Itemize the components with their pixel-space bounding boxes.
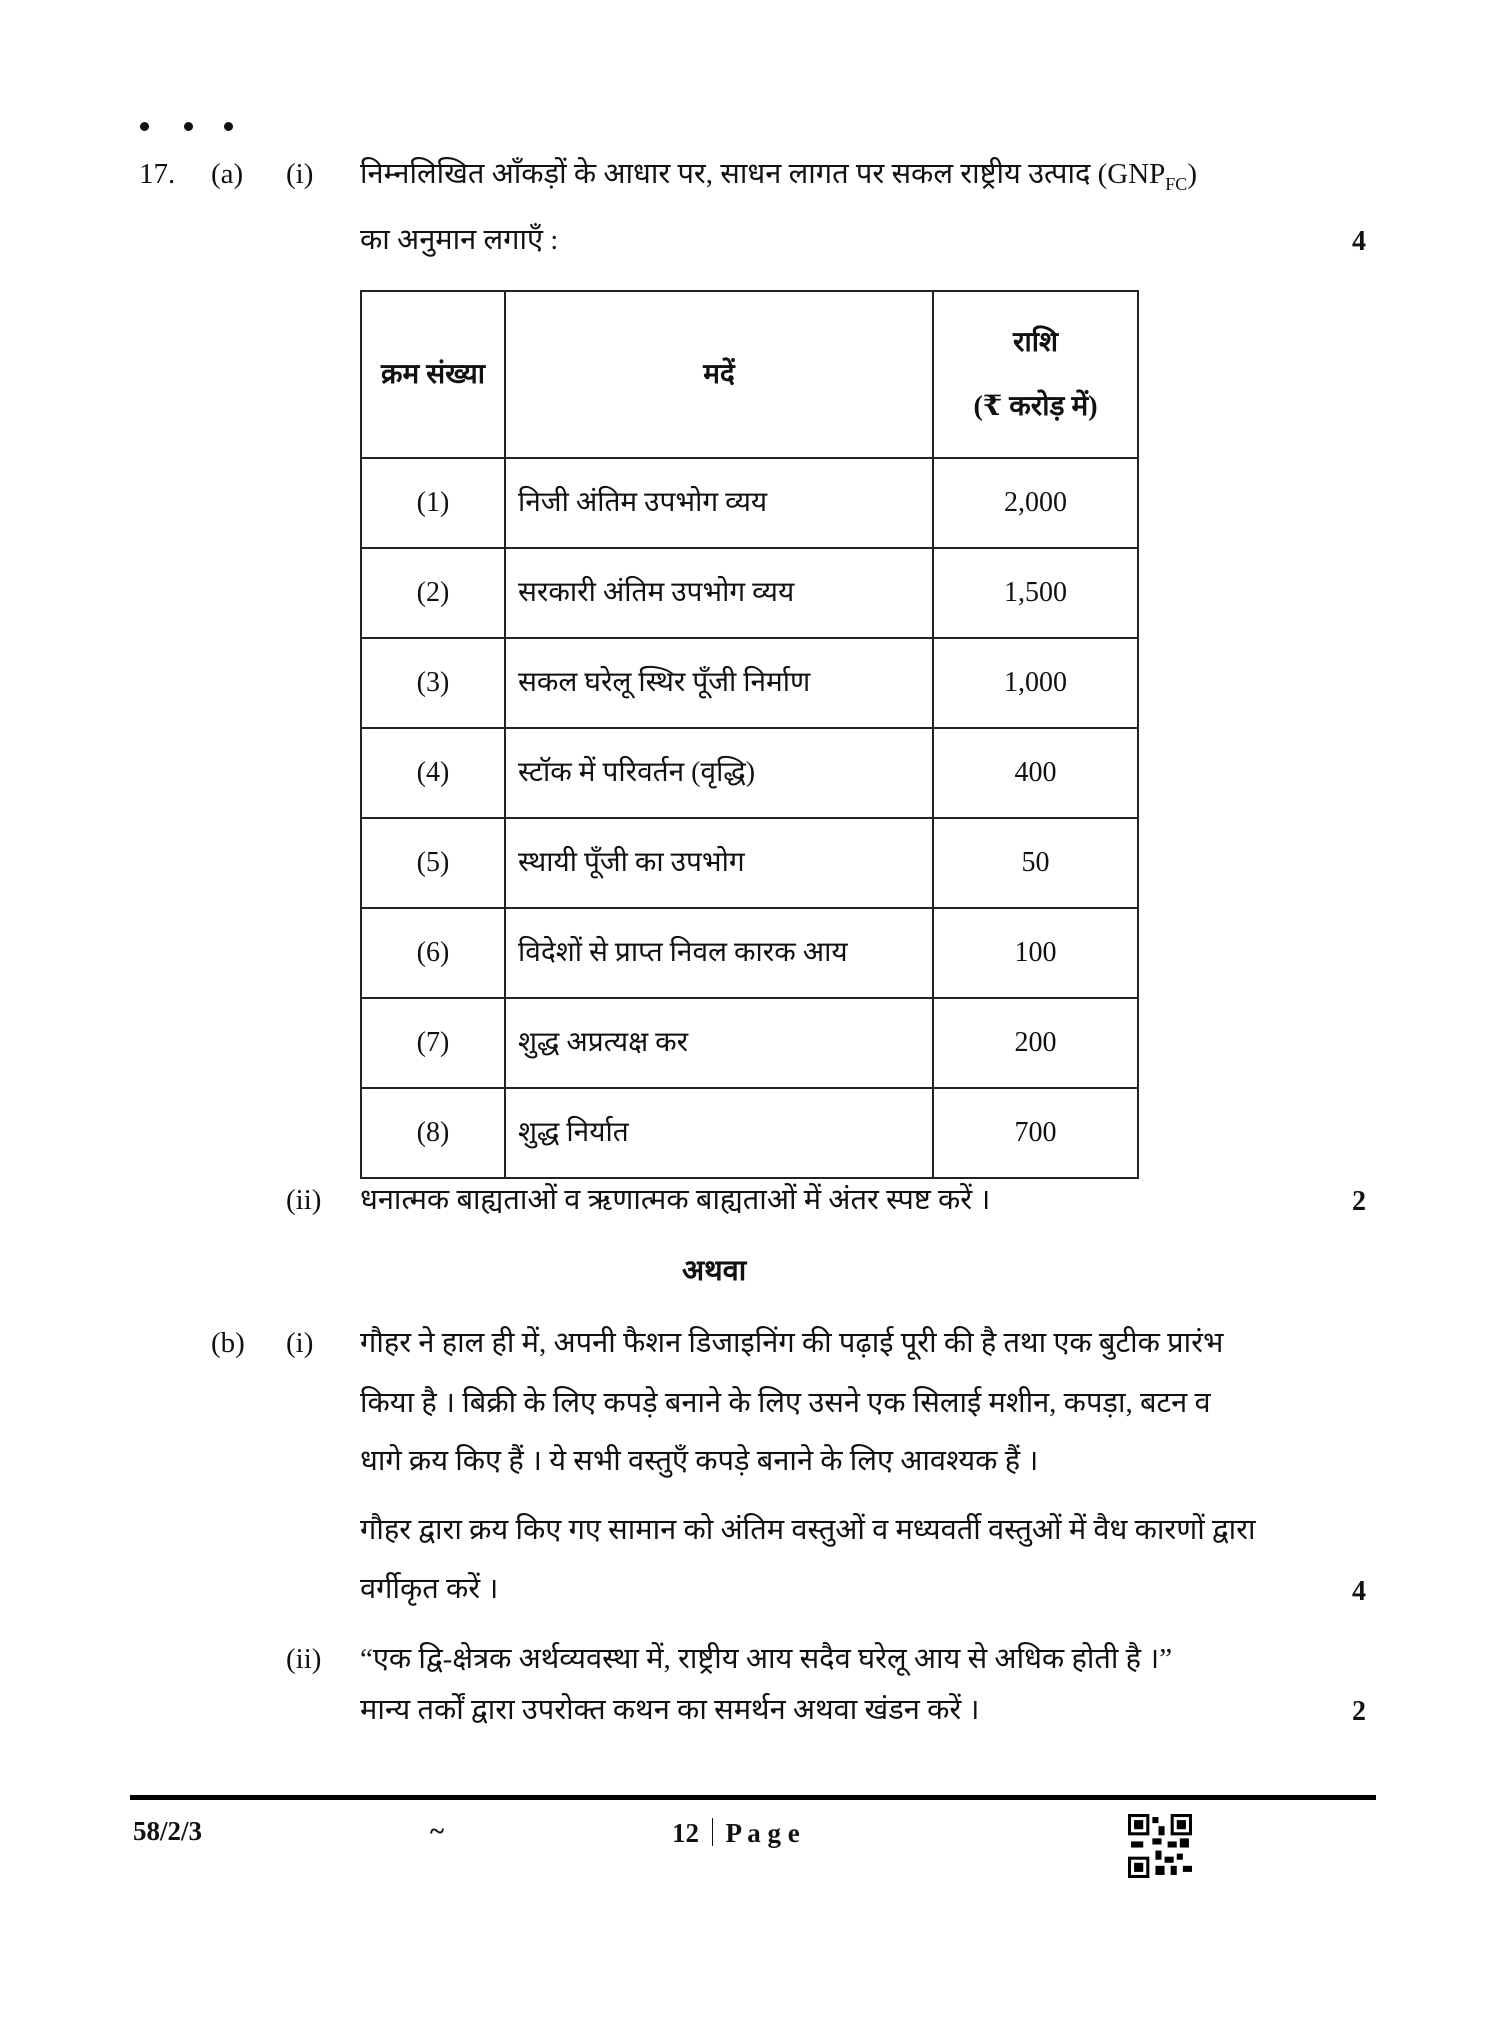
part-b-i-line: धागे क्रय किए हैं । ये सभी वस्तुएँ कपड़े बनाने के लिए आवश्यक हैं । xyxy=(360,1445,1039,1477)
data-table xyxy=(360,290,1139,1179)
part-b-ii-label: (ii) xyxy=(286,1643,322,1675)
question-number: 17. xyxy=(139,158,176,190)
cell-sn: (5) xyxy=(361,818,505,908)
table-row xyxy=(361,818,1138,908)
marks: 4 xyxy=(1352,226,1366,257)
table-row xyxy=(361,908,1138,998)
part-a-ii-label: (ii) xyxy=(286,1184,322,1216)
text: ) xyxy=(1187,158,1197,190)
part-a-i-line2: का अनुमान लगाएँ : xyxy=(360,224,559,256)
table-row xyxy=(361,458,1138,548)
table-row xyxy=(361,548,1138,638)
cell-amount: 700 xyxy=(933,1088,1138,1178)
marks: 4 xyxy=(1352,1576,1366,1607)
cell-sn: (2) xyxy=(361,548,505,638)
ellipsis-dot xyxy=(140,122,149,131)
header-sn: क्रम संख्या xyxy=(361,291,505,458)
table-row xyxy=(361,638,1138,728)
cell-amount: 50 xyxy=(933,818,1138,908)
cell-sn: (7) xyxy=(361,998,505,1088)
marks: 2 xyxy=(1352,1186,1366,1217)
cell-amount: 1,500 xyxy=(933,548,1138,638)
part-a-label: (a) xyxy=(211,158,244,190)
page-label: P a g e xyxy=(725,1818,800,1848)
qr-code-icon xyxy=(1128,1814,1192,1878)
part-b-i-line: गौहर द्वारा क्रय किए गए सामान को अंतिम वस्तुओं व मध्यवर्ती वस्तुओं में वैध कारणों द्वारा xyxy=(360,1514,1256,1546)
part-b-i-line: गौहर ने हाल ही में, अपनी फैशन डिजाइनिंग की पढ़ाई पूरी की है तथा एक बुटीक प्रारंभ xyxy=(360,1327,1224,1359)
header-amount-line2: (₹ करोड़ में) xyxy=(973,390,1098,422)
cell-amount: 100 xyxy=(933,908,1138,998)
cell-item: निजी अंतिम उपभोग व्यय xyxy=(505,458,933,548)
cell-item: स्थायी पूँजी का उपभोग xyxy=(505,818,933,908)
footer-rule xyxy=(130,1795,1376,1800)
cell-sn: (6) xyxy=(361,908,505,998)
page-number: 12 xyxy=(672,1818,699,1848)
cell-amount: 1,000 xyxy=(933,638,1138,728)
ellipsis-dot xyxy=(184,122,193,131)
footer-tilde: ~ xyxy=(430,1816,445,1846)
header-amount xyxy=(933,291,1138,458)
part-a-i-line1 xyxy=(360,160,1197,193)
table-row xyxy=(361,1088,1138,1178)
table-row xyxy=(361,728,1138,818)
marks: 2 xyxy=(1352,1696,1366,1727)
table-row xyxy=(361,998,1138,1088)
part-b-i-line: वर्गीकृत करें । xyxy=(360,1573,499,1605)
part-b-ii-line: “एक द्वि-क्षेत्रक अर्थव्यवस्था में, राष्ट्रीय आय सदैव घरेलू आय से अधिक होती है ।” xyxy=(360,1643,1173,1675)
part-b-label: (b) xyxy=(211,1327,245,1359)
part-b-i-label: (i) xyxy=(286,1327,314,1359)
cell-item: शुद्ध निर्यात xyxy=(505,1088,933,1178)
header-amount-line1: राशि xyxy=(1013,326,1058,358)
subscript: FC xyxy=(1165,173,1188,194)
footer-code: 58/2/3 xyxy=(133,1816,203,1846)
header-item: मदें xyxy=(505,291,933,458)
cell-item: सरकारी अंतिम उपभोग व्यय xyxy=(505,548,933,638)
part-b-i-line: किया है । बिक्री के लिए कपड़े बनाने के लिए उसने एक सिलाई मशीन, कपड़ा, बटन व xyxy=(360,1387,1211,1419)
part-b-ii-line: मान्य तर्कों द्वारा उपरोक्त कथन का समर्थन अथवा खंडन करें । xyxy=(360,1694,980,1726)
part-a-ii-text: धनात्मक बाह्यताओं व ऋणात्मक बाह्यताओं में अंतर स्पष्ट करें । xyxy=(360,1184,991,1216)
cell-sn: (4) xyxy=(361,728,505,818)
cell-sn: (8) xyxy=(361,1088,505,1178)
cell-sn: (1) xyxy=(361,458,505,548)
footer-page xyxy=(672,1818,800,1847)
part-a-i-label: (i) xyxy=(286,158,314,190)
cell-item: शुद्ध अप्रत्यक्ष कर xyxy=(505,998,933,1088)
separator xyxy=(712,1818,713,1846)
cell-amount: 400 xyxy=(933,728,1138,818)
table-header-row xyxy=(361,291,1138,458)
cell-item: सकल घरेलू स्थिर पूँजी निर्माण xyxy=(505,638,933,728)
or-label: अथवा xyxy=(682,1255,747,1287)
cell-item: स्टॉक में परिवर्तन (वृद्धि) xyxy=(505,728,933,818)
cell-sn: (3) xyxy=(361,638,505,728)
cell-amount: 200 xyxy=(933,998,1138,1088)
cell-item: विदेशों से प्राप्त निवल कारक आय xyxy=(505,908,933,998)
ellipsis-dot xyxy=(224,122,233,131)
text: निम्नलिखित आँकड़ों के आधार पर, साधन लागत पर सकल राष्ट्रीय उत्पाद (GNP xyxy=(360,158,1166,190)
cell-amount: 2,000 xyxy=(933,458,1138,548)
